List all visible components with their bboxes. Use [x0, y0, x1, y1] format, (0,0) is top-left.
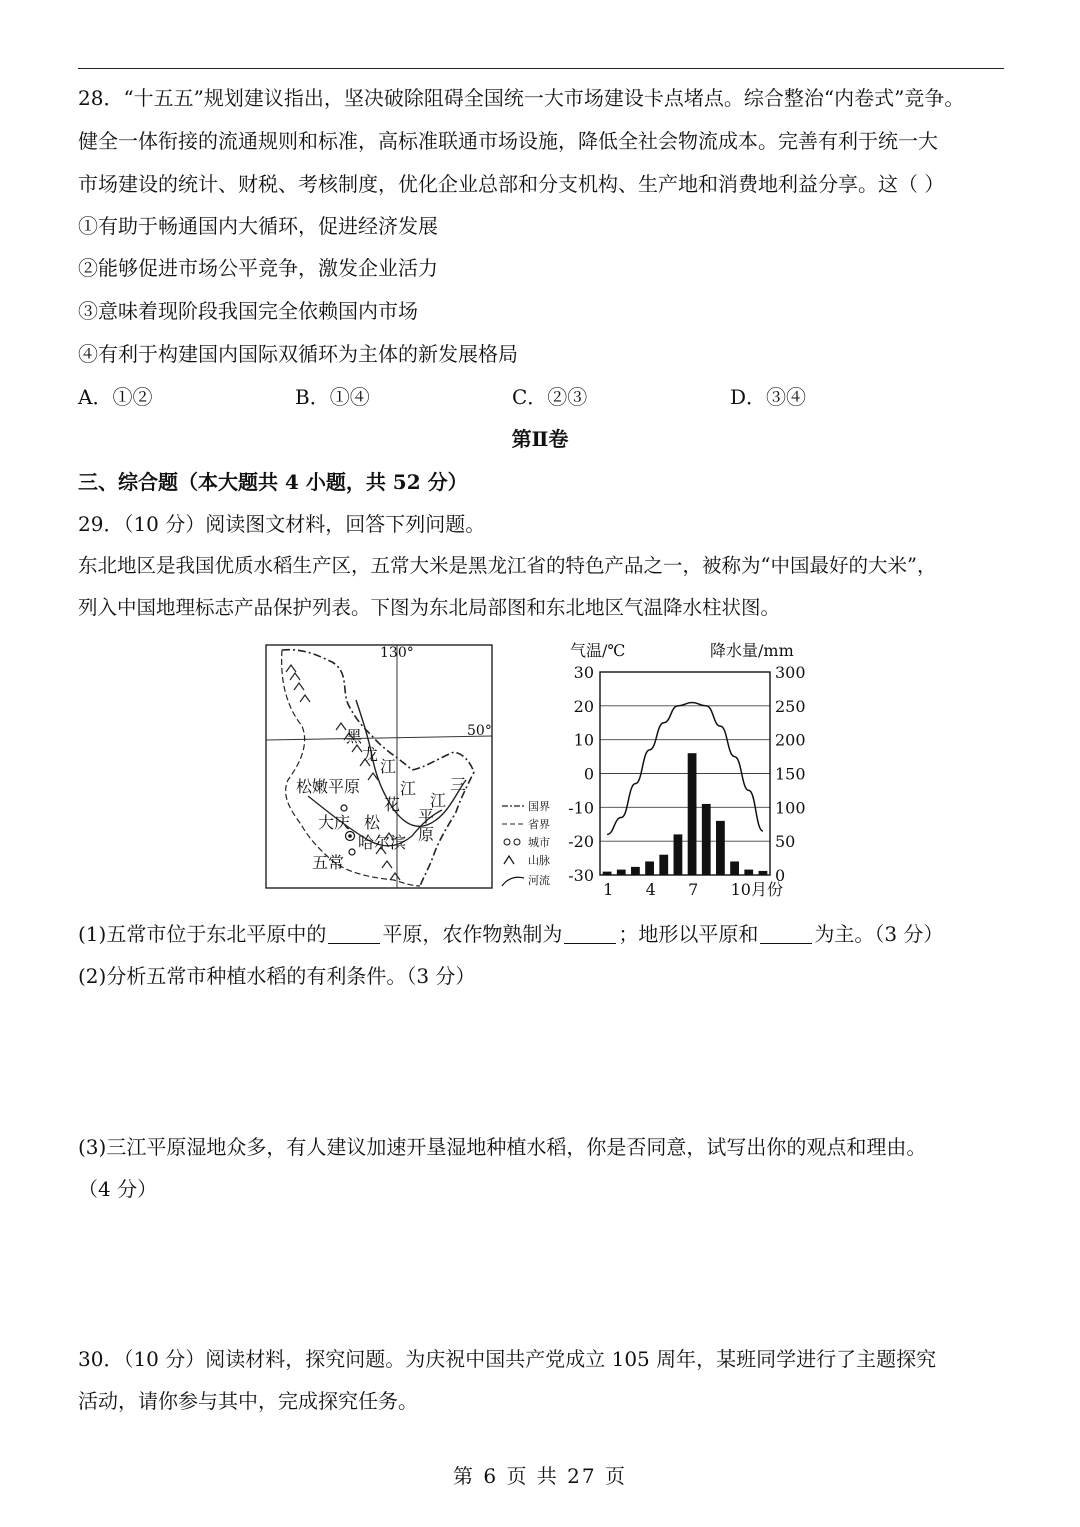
- q29-sub3-line-2: （4 分）: [78, 1177, 158, 1201]
- q28-option-a: A．①②: [78, 385, 153, 409]
- chart-left-tick-label: 0: [583, 764, 594, 784]
- q28-line-1: 28．“十五五”规划建议指出，坚决破除阻碍全国统一大市场建设卡点堵点。综合整治“内卷式”竞争。: [78, 86, 965, 110]
- chart-precip-bar: [631, 867, 640, 875]
- legend-city-swatch-2: [514, 839, 520, 845]
- q29-sub1-blank-1[interactable]: [328, 921, 380, 944]
- chart-x-tick-label: 1: [603, 880, 614, 899]
- chart-left-tick-label: -30: [568, 866, 594, 885]
- label-wuchang: 五常: [312, 853, 345, 872]
- legend-country-border: 国界: [528, 800, 550, 813]
- map-lat-label: 50°: [467, 723, 492, 739]
- label-long: 龙: [362, 745, 379, 764]
- q29-sub1-part-2: 平原，农作物熟制为: [382, 922, 563, 946]
- legend-river: 河流: [528, 874, 550, 887]
- q28-line-3: 市场建设的统计、财税、考核制度，优化企业总部和分支机构、生产地和消费地利益分享。这（ ）: [78, 172, 945, 196]
- q28-option-b: B．①④: [295, 385, 370, 409]
- q28-statement-1: ①有助于畅通国内大循环，促进经济发展: [78, 214, 438, 238]
- legend-province-border: 省界: [528, 818, 550, 831]
- chart-precip-bar: [674, 834, 683, 875]
- header-rule: [78, 68, 1004, 69]
- mountain-da-xinganling: [286, 665, 310, 702]
- chart-right-tick-label: 300: [775, 663, 806, 682]
- q28-option-c: C．②③: [512, 385, 588, 409]
- q29-sub1-blank-2[interactable]: [564, 921, 616, 944]
- chart-precip-bar: [688, 753, 697, 875]
- legend-mountain: 山脉: [528, 854, 550, 867]
- label-hua: 花: [384, 795, 401, 814]
- city-daqing-dot: [341, 805, 347, 811]
- q28-line-2: 健全一体衔接的流通规则和标准，高标准联通市场设施，降低全社会物流成本。完善有利于统一大: [78, 129, 938, 153]
- label-san: 三: [450, 775, 467, 794]
- chart-precip-bar: [716, 821, 725, 875]
- chart-precip-bar: [744, 870, 753, 875]
- q30-line-2: 活动，请你参与其中，完成探究任务。: [78, 1389, 418, 1413]
- legend-city: 城市: [528, 836, 550, 849]
- q29-sub2: (2)分析五常市种植水稻的有利条件。（3 分）: [78, 964, 476, 988]
- chart-left-tick-label: 20: [573, 696, 594, 716]
- label-jiang-3: 江: [430, 791, 447, 810]
- chart-precip-bar: [659, 855, 668, 875]
- city-wuchang-dot: [349, 849, 355, 855]
- chart-right-tick-label: 250: [775, 696, 806, 716]
- chart-precip-bar: [645, 861, 654, 875]
- q29-sub1-blank-3[interactable]: [760, 921, 812, 944]
- q30-line-1: 30．（10 分）阅读材料，探究问题。为庆祝中国共产党成立 105 周年，某班同学进行了主题探究: [78, 1347, 937, 1371]
- label-harbin: 哈尔滨: [358, 833, 407, 852]
- q28-option-d: D．③④: [730, 385, 807, 409]
- parallel-line: [266, 736, 492, 740]
- q29-material-line-1: 东北地区是我国优质水稻生产区，五常大米是黑龙江省的特色产品之一，被称为“中国最好的大米”，: [78, 554, 937, 577]
- chart-right-tick-label: 50: [775, 832, 796, 852]
- q29-sub1: [78, 920, 943, 948]
- chart-left-tick-label: 30: [573, 663, 594, 682]
- climate-chart: [568, 641, 805, 899]
- chart-left-tick-label: -20: [568, 832, 594, 852]
- q29-figure-svg: [264, 640, 824, 900]
- chart-precip-bar: [702, 804, 711, 875]
- label-songnen-plain: 松嫩平原: [296, 777, 361, 796]
- legend-city-swatch-1: [504, 839, 510, 845]
- chart-x-tick-label: 7: [688, 880, 699, 899]
- chart-left-tick-label: 10: [573, 730, 594, 750]
- chart-x-tick-label: 4: [645, 880, 656, 899]
- q28-statement-3: ③意味着现阶段我国完全依赖国内市场: [78, 299, 418, 323]
- q29-material-line-2: 列入中国地理标志产品保护列表。下图为东北局部图和东北地区气温降水柱状图。: [78, 596, 781, 619]
- q29-sub1-part-3: ；地形以平原和: [618, 922, 759, 946]
- city-harbin-center: [348, 834, 352, 838]
- q29-head: 29．（10 分）阅读图文材料，回答下列问题。: [78, 512, 486, 536]
- page-footer: 第 6 页 共 27 页: [453, 1464, 627, 1488]
- q28-statement-2: ②能够促进市场公平竞争，激发企业活力: [78, 256, 438, 280]
- label-jiang-1: 江: [380, 757, 397, 776]
- q29-sub3-line-1: (3)三江平原湿地众多，有人建议加速开垦湿地种植水稻，你是否同意，试写出你的观点和理由。: [78, 1135, 927, 1159]
- map: [266, 645, 492, 888]
- label-ping: 平: [418, 807, 435, 826]
- map-lon-label: 130°: [380, 645, 414, 661]
- q28-statement-4: ④有利于构建国内国际双循环为主体的新发展格局: [78, 342, 518, 366]
- section3-title: 三、综合题（本大题共 4 小题，共 52 分）: [78, 470, 468, 494]
- q29-figure: [264, 640, 824, 900]
- chart-x-tick-label: 10月份: [730, 880, 783, 899]
- chart-right-tick-label: 100: [775, 798, 806, 818]
- chart-right-axis-label: 降水量/mm: [710, 641, 794, 660]
- chart-right-tick-label: 200: [775, 730, 806, 750]
- chart-precip-bar: [730, 861, 739, 875]
- chart-right-tick-label: 0: [775, 866, 786, 885]
- q29-sub1-part-4: 为主。（3 分）: [814, 922, 944, 946]
- part2-title: 第Ⅱ卷: [511, 427, 569, 451]
- legend-mountain-swatch: [504, 856, 514, 864]
- label-yuan: 原: [418, 825, 435, 844]
- legend-river-swatch: [502, 877, 524, 886]
- map-legend: [502, 800, 550, 887]
- chart-precip-bar: [617, 870, 626, 875]
- label-daqing: 大庆: [318, 813, 351, 832]
- label-hei: 黑: [346, 727, 363, 746]
- chart-right-tick-label: 150: [775, 764, 806, 784]
- label-jiang-2: 江: [400, 779, 417, 798]
- chart-temperature-line: [607, 702, 763, 834]
- label-song: 松: [364, 813, 381, 832]
- chart-left-axis-label: 气温/℃: [570, 641, 626, 660]
- q29-sub1-part-1: (1)五常市位于东北平原中的: [78, 922, 327, 946]
- chart-left-tick-label: -10: [568, 798, 594, 818]
